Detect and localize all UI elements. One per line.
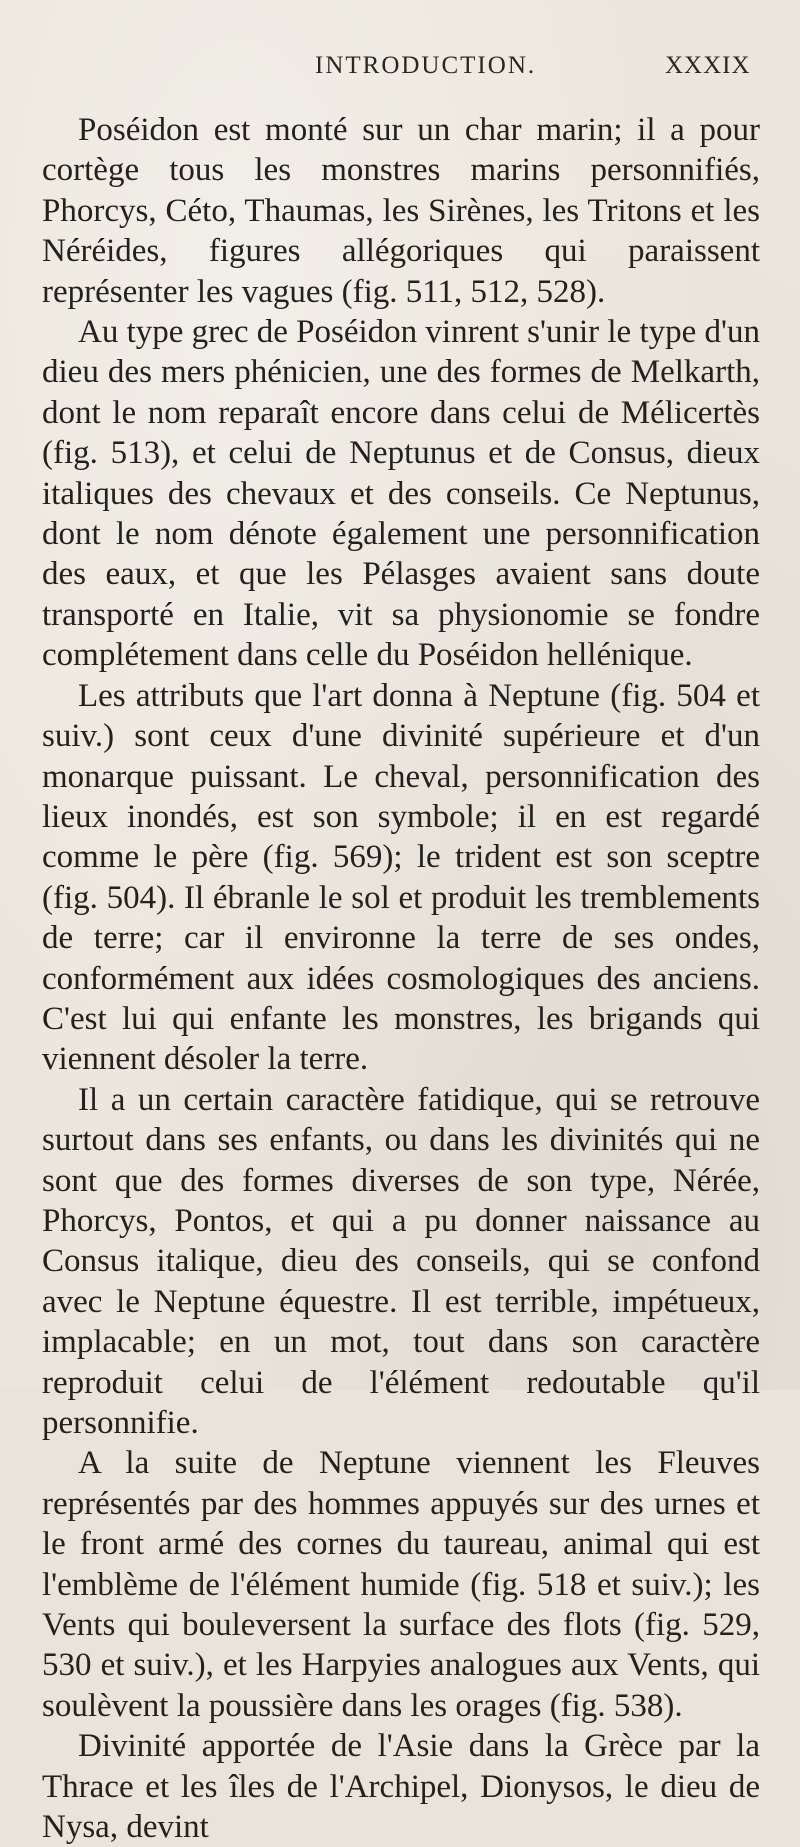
paragraph-poseidon-cortege: Poséidon est monté sur un char marin; il a pour cortège tous les monstres marins personnifiés, Phorcys, Céto, Thaumas, les Sirènes, les Tritons et les Néréides, figures allégoriques qui paraissent représenter les vagues (fig. 511, 512, 528).	[42, 112, 760, 310]
body-text	[42, 110, 760, 1847]
paragraph-dionysos: Divinité apportée de l'Asie dans la Grèce par la Thrace et les îles de l'Archipel, Dionysos, le dieu de Nysa, devint	[42, 1728, 760, 1846]
paragraph-fatidic: Il a un certain caractère fatidique, qui se retrouve surtout dans ses enfants, ou dans les divinités qui ne sont que des formes diverses de son type, Nérée, Phorcys, Pontos, et qui a pu donner naissance au Consus italique, dieu des conseils, qui se confond avec le Neptune équestre. Il est terrible, impétueux, implacable; en un mot, tout dans son caractère reproduit celui de l'élément redoutable qu'il personnifie.	[42, 1081, 760, 1441]
running-head	[0, 52, 800, 92]
paragraph-rivers-winds: A la suite de Neptune viennent les Fleuves représentés par des hommes appuyés sur des urnes et le front armé des cornes du taureau, animal qui est l'emblème de l'élément humide (fig. 518 et suiv.); les Vents qui bouleversent la surface des flots (fig. 529, 530 et suiv.), et les Harpyies analogues aux Vents, qui soulèvent la poussière dans les orages (fig. 538).	[42, 1445, 760, 1724]
paragraph-attributes: Les attributs que l'art donna à Neptune (fig. 504 et suiv.) sont ceux d'une divinité supérieure et d'un monarque puissant. Le cheval, personnification des lieux inondés, est son symbole; il en est regardé comme le père (fig. 569); le trident est son sceptre (fig. 504). Il ébranle le sol et produit les tremblements de terre; car il environne la terre de ses ondes, conformément aux idées cosmologiques des anciens. C'est lui qui enfante les monstres, les brigands qui viennent désoler la terre.	[42, 677, 760, 1078]
paragraph-neptunus: Au type grec de Poséidon vinrent s'unir le type d'un dieu des mers phénicien, une des formes de Melkarth, dont le nom reparaît encore dans celui de Mélicertès (fig. 513), et celui de Neptunus et de Consus, dieux italiques des chevaux et des conseils. Ce Neptunus, dont le nom dénote également une personnification des eaux, et que les Pélasges avaient sans doute transporté en Italie, vit sa physionomie se fondre complétement dans celle du Poséidon hellénique.	[42, 314, 760, 674]
page-number: XXXIX	[665, 52, 751, 79]
chapter-title: INTRODUCTION.	[315, 52, 537, 79]
